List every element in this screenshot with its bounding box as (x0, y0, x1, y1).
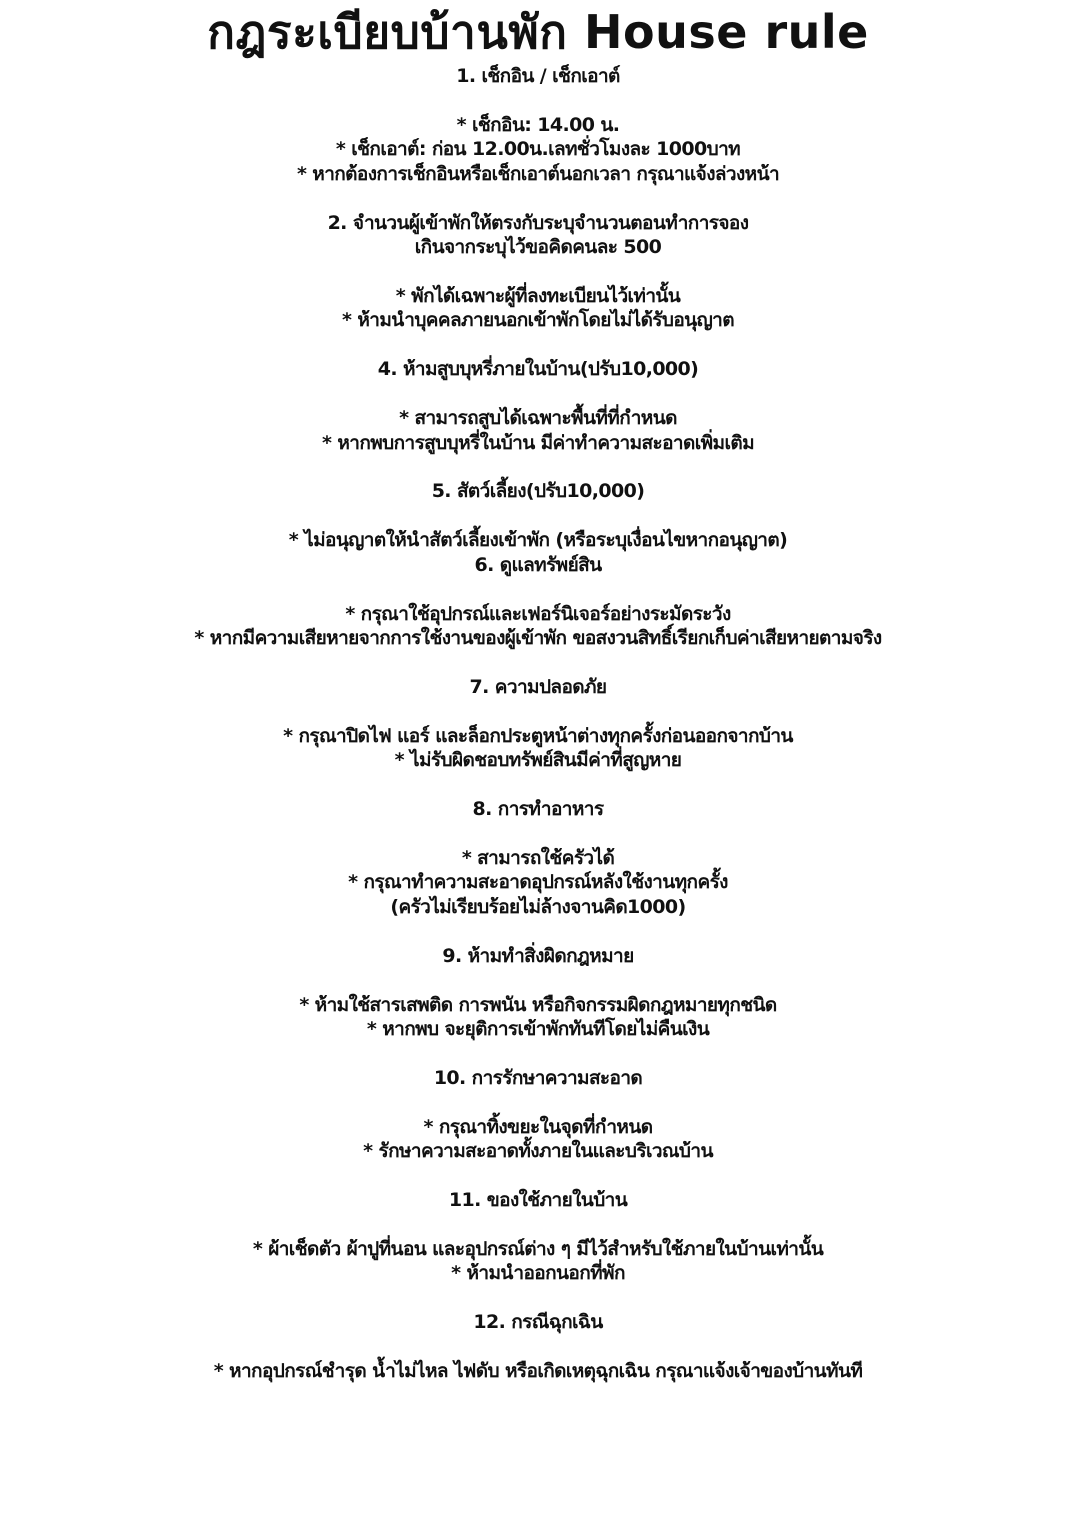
rule-line: * หากอุปกรณ์ชำรุด น้ำไม่ไหล ไฟดับ หรือเกิดเหตุฉุกเฉิน กรุณาแจ้งเจ้าของบ้านทันที (213, 1360, 863, 1383)
blank-line (0, 773, 1076, 797)
blank-line (0, 919, 1076, 943)
rule-line: 9. ห้ามทำสิ่งผิดกฎหมาย (442, 944, 634, 967)
rule-line: * รักษาความสะอาดทั้งภายในและบริเวณบ้าน (363, 1140, 713, 1163)
rule-line: * กรุณาปิดไฟ แอร์ และล็อกประตูหน้าต่างทุกครั้งก่อนออกจากบ้าน (283, 724, 793, 747)
rule-line: 7. ความปลอดภัย (469, 675, 607, 698)
blank-line (0, 577, 1076, 601)
rule-line: 10. การรักษาความสะอาด (433, 1066, 643, 1089)
rule-line: * สามารถใช้ครัวได้ (461, 847, 615, 869)
blank-line (0, 1042, 1076, 1066)
rule-line: (ครัวไม่เรียบร้อยไม่ล้างจานคิด1000) (390, 895, 686, 918)
rule-line: * กรุณาทำความสะอาดอุปกรณ์หลังใช้งานทุกครั้ง (348, 871, 728, 894)
blank-line (0, 699, 1076, 723)
blank-line (0, 260, 1076, 284)
rule-line: 11. ของใช้ภายในบ้าน (448, 1189, 628, 1212)
rule-line: 4. ห้ามสูบบุหรี่ภายในบ้าน(ปรับ10,000) (377, 358, 699, 381)
blank-line (0, 1286, 1076, 1310)
rule-line: * ไม่อนุญาตให้นำสัตว์เลี้ยงเข้าพัก (หรือระบุเงื่อนไขหากอนุญาต) (288, 529, 788, 552)
rule-line: 8. การทำอาหาร (472, 798, 604, 821)
rule-line: * กรุณาทิ้งขยะในจุดที่กำหนด (423, 1115, 653, 1138)
blank-line (0, 651, 1076, 675)
rule-line: 12. กรณีฉุกเฉิน (473, 1311, 603, 1334)
rules-text (0, 64, 1076, 1384)
rule-line: 1. เช็กอิน / เช็กเอาต์ (456, 65, 620, 87)
blank-line (0, 822, 1076, 846)
rule-line: * ไม่รับผิดชอบทรัพย์สินมีค่าที่สูญหาย (394, 749, 682, 772)
rule-line: * ห้ามใช้สารเสพติด การพนัน หรือกิจกรรมผิดกฎหมายทุกชนิด (299, 993, 777, 1016)
rule-line: * ห้ามนำออกนอกที่พัก (451, 1262, 625, 1285)
blank-line (0, 333, 1076, 357)
page-title: กฎระเบียบบ้านพัก House rule (207, 5, 869, 59)
rule-line: * เช็กเอาต์: ก่อน 12.00น.เลทชั่วโมงละ 1000บาท (335, 138, 741, 161)
rule-line: * หากมีความเสียหายจากการใช้งานของผู้เข้าพัก ขอสงวนสิทธิ์เรียกเก็บค่าเสียหายตามจริง (194, 627, 882, 650)
blank-line (0, 504, 1076, 528)
rule-line: 5. สัตว์เลี้ยง(ปรับ10,000) (431, 480, 645, 503)
rule-line: * หากต้องการเช็กอินหรือเช็กเอาต์นอกเวลา กรุณาแจ้งล่วงหน้า (296, 162, 780, 185)
rule-line: * กรุณาใช้อุปกรณ์และเฟอร์นิเจอร์อย่างระมัดระวัง (345, 602, 731, 625)
rule-line: เกินจากระบุไว้ขอคิดคนละ 500 (414, 236, 662, 259)
blank-line (0, 1164, 1076, 1188)
blank-line (0, 88, 1076, 112)
blank-line (0, 382, 1076, 406)
blank-line (0, 1090, 1076, 1114)
blank-line (0, 1335, 1076, 1359)
rule-line: * หากพบ จะยุติการเข้าพักทันทีโดยไม่คืนเงิน (366, 1018, 710, 1041)
rule-line: * เช็กอิน: 14.00 น. (456, 113, 620, 136)
blank-line (0, 455, 1076, 479)
blank-line (0, 968, 1076, 992)
rule-line: * พักได้เฉพาะผู้ที่ลงทะเบียนไว้เท่านั้น (395, 284, 681, 307)
blank-line (0, 1213, 1076, 1237)
rule-line: * สามารถสูบได้เฉพาะพื้นที่ที่กำหนด (399, 407, 677, 430)
rule-line: * ผ้าเช็ดตัว ผ้าปูที่นอน และอุปกรณ์ต่าง ๆ มีไว้สำหรับใช้ภายในบ้านเท่านั้น (252, 1238, 824, 1260)
rule-line: * หากพบการสูบบุหรี่ในบ้าน มีค่าทำความสะอาดเพิ่มเติม (321, 431, 755, 454)
blank-line (0, 186, 1076, 210)
rule-line: * ห้ามนำบุคคลภายนอกเข้าพักโดยไม่ได้รับอนุญาต (342, 309, 734, 332)
rule-line: 6. ดูแลทรัพย์สิน (474, 553, 602, 576)
rule-line: 2. จำนวนผู้เข้าพักให้ตรงกับระบุจำนวนตอนทำการจอง (327, 211, 749, 234)
